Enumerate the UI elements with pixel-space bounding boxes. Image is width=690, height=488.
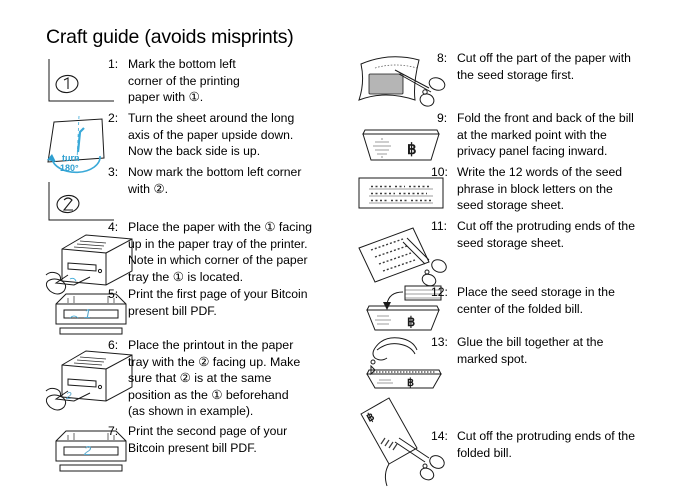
step-2-line-2: axis of the paper upside down. (128, 127, 294, 142)
step-3-number: 3: (108, 165, 119, 179)
step-9-number: 9: (437, 111, 448, 125)
step-11-number: 11: (431, 219, 448, 233)
step-6-line-4: position as the ① beforehand (128, 387, 289, 402)
step-6-number: 6: (108, 338, 119, 352)
step-10-number: 10: (431, 165, 448, 179)
step-12-number: 12: (431, 285, 448, 299)
step-3-line-2: with ②. (128, 181, 169, 196)
step-1-line-1: Mark the bottom left (128, 57, 236, 71)
step-13-number: 13: (431, 335, 448, 349)
step-8-line-1: Cut off the part of the paper with (457, 51, 631, 65)
step-4-line-1: Place the paper with the ① facing (128, 220, 312, 234)
step-7-line-2: Bitcoin present bill PDF. (128, 440, 257, 455)
step-14-text (431, 428, 689, 461)
svg-text:2: 2 (66, 391, 72, 402)
step-11-line-1: Cut off the protruding ends of the (457, 219, 635, 233)
step-10-line-1: Write the 12 words of the seed (457, 165, 623, 179)
svg-text:180°: 180° (60, 163, 79, 173)
step-9-text (437, 110, 687, 160)
step-4-line-2: up in the paper tray of the printer. (128, 236, 308, 251)
step-9-line-2: at the marked point with the (457, 127, 607, 142)
svg-text:2: 2 (84, 443, 92, 458)
step-9-line-3: privacy panel facing inward. (457, 144, 608, 159)
step-8-line-2: the seed storage first. (457, 67, 575, 82)
step-12-line-1: Place the seed storage in the (457, 285, 615, 299)
step-8-text (437, 50, 687, 83)
step-7-line-1: Print the second page of your (128, 424, 288, 438)
step-14-number: 14: (431, 429, 448, 443)
step-2-line-3: Now the back side is up. (128, 144, 261, 159)
step-10-line-2: phrase in block letters on the (457, 181, 613, 196)
step-8-number: 8: (437, 51, 448, 65)
step-6-line-3: sure that ② is at the same (128, 371, 272, 386)
svg-text:1: 1 (84, 306, 92, 321)
step-13-line-2: marked spot. (457, 351, 528, 366)
step-3-text (108, 164, 358, 197)
step-7-number: 7: (108, 424, 119, 438)
page-title: Craft guide (avoids misprints) (46, 26, 294, 48)
step-14-line-1: Cut off the protruding ends of the (457, 429, 635, 443)
step-4-number: 4: (108, 220, 119, 234)
step-3-line-1: Now mark the bottom left corner (128, 165, 302, 179)
step-10-text (431, 164, 689, 214)
step-10-line-3: seed storage sheet. (457, 198, 565, 213)
illustration-folded-bill-bitcoin (355, 124, 447, 168)
svg-text:turn: turn (62, 153, 80, 163)
step-2-text (108, 110, 358, 160)
step-6-text (108, 337, 360, 420)
step-12-text (431, 284, 689, 317)
step-4-text (108, 219, 360, 285)
step-14-line-2: folded bill. (457, 445, 512, 460)
step-1-line-3: paper with ①. (128, 90, 204, 105)
step-2-line-1: Turn the sheet around the long (128, 111, 295, 125)
step-6-line-2: tray with the ② facing up. Make (128, 354, 301, 369)
step-6-line-1: Place the printout in the paper (128, 338, 294, 352)
step-1-number: 1: (108, 57, 119, 71)
step-5-text (108, 286, 358, 319)
step-1-text (108, 56, 353, 106)
step-2-number: 2: (108, 111, 119, 125)
svg-text:฿: ฿ (407, 314, 416, 329)
step-5-number: 5: (108, 287, 119, 301)
step-7-text (108, 423, 358, 456)
step-6-line-5: (as shown in example). (128, 404, 254, 419)
step-11-text (431, 218, 689, 251)
svg-text:฿: ฿ (407, 377, 414, 389)
step-5-line-2: present bill PDF. (128, 303, 217, 318)
step-12-line-2: center of the folded bill. (457, 301, 584, 316)
step-11-line-2: seed storage sheet. (457, 235, 565, 250)
svg-text:฿: ฿ (364, 410, 377, 425)
step-4-line-3: Note in which corner of the paper (128, 253, 308, 268)
step-13-text (431, 334, 689, 367)
step-9-line-1: Fold the front and back of the bill (457, 111, 634, 125)
step-1-line-2: corner of the printing (128, 73, 240, 88)
step-5-line-1: Print the first page of your Bitcoin (128, 287, 308, 301)
step-4-line-4: tray the ① is located. (128, 269, 244, 284)
svg-text:฿: ฿ (407, 141, 417, 158)
step-13-line-1: Glue the bill together at the (457, 335, 604, 349)
